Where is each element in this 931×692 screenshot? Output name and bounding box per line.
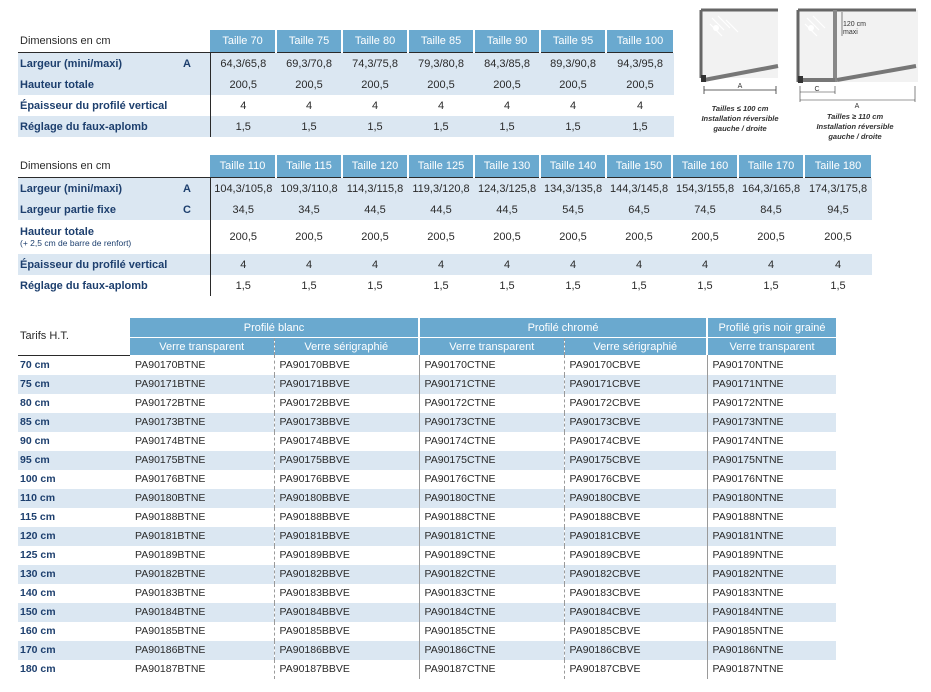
table-row bbox=[18, 489, 836, 508]
cell: 104,3/105,8 bbox=[210, 178, 276, 200]
taille-header: Taille 80 bbox=[342, 30, 408, 53]
row-code: C bbox=[183, 199, 210, 220]
table-row bbox=[18, 254, 872, 275]
taille-header: Taille 115 bbox=[276, 155, 342, 178]
product-code: PA90174BBVE bbox=[274, 432, 419, 451]
cell: 200,5 bbox=[361, 231, 389, 243]
cell: 1,5 bbox=[763, 279, 779, 292]
product-code: PA90173BTNE bbox=[130, 413, 274, 432]
cell: 124,3/125,8 bbox=[474, 178, 540, 200]
row-code: A bbox=[183, 53, 210, 75]
cell: 1,5 bbox=[276, 116, 342, 137]
cell: 4 bbox=[540, 254, 606, 275]
shower-diagram-small bbox=[698, 6, 780, 104]
table-row bbox=[18, 451, 836, 470]
row-code: A bbox=[183, 178, 210, 200]
taille-header: Taille 130 bbox=[474, 155, 540, 178]
cell: 200,5 bbox=[493, 231, 521, 243]
product-code: PA90172NTNE bbox=[712, 397, 784, 409]
table-row bbox=[18, 584, 836, 603]
row-label: Réglage du faux-aplomb bbox=[20, 279, 148, 292]
product-code: PA90174NTNE bbox=[712, 435, 784, 447]
product-code: PA90176BBVE bbox=[274, 470, 419, 489]
cell: 200,5 bbox=[691, 231, 719, 243]
table-header-label: Dimensions en cm bbox=[18, 155, 210, 178]
cell: 200,5 bbox=[559, 231, 587, 243]
cell: 1,5 bbox=[499, 279, 515, 292]
cell: 84,3/85,8 bbox=[474, 53, 540, 75]
size-label: 120 cm bbox=[18, 527, 130, 546]
diagram-caption bbox=[800, 112, 910, 142]
row-code bbox=[183, 254, 210, 275]
product-code: PA90188NTNE bbox=[712, 511, 784, 523]
product-code: PA90170CBVE bbox=[564, 355, 707, 375]
product-code: PA90184CBVE bbox=[564, 603, 707, 622]
table-row bbox=[18, 565, 836, 584]
cell: 1,5 bbox=[433, 279, 449, 292]
product-code: PA90183BBVE bbox=[274, 584, 419, 603]
product-code: PA90186BTNE bbox=[130, 641, 274, 660]
product-code: PA90187BTNE bbox=[130, 660, 274, 679]
cell: 1,5 bbox=[606, 116, 674, 137]
product-code: PA90188CTNE bbox=[419, 508, 564, 527]
product-code: PA90188CBVE bbox=[564, 508, 707, 527]
cell: 4 bbox=[474, 254, 540, 275]
product-code: PA90180BBVE bbox=[274, 489, 419, 508]
product-code: PA90172BBVE bbox=[274, 394, 419, 413]
product-code: PA90180BTNE bbox=[130, 489, 274, 508]
taille-header: Taille 75 bbox=[276, 30, 342, 53]
dim-a-label: A bbox=[854, 103, 860, 110]
table-row bbox=[18, 470, 836, 489]
taille-header: Taille 150 bbox=[606, 155, 672, 178]
table-header-label: Dimensions en cm bbox=[18, 30, 210, 53]
cell: 4 bbox=[210, 95, 276, 116]
cell: 200,5 bbox=[606, 74, 674, 95]
row-code bbox=[183, 275, 210, 296]
cell: 200,5 bbox=[342, 74, 408, 95]
taille-header: Taille 110 bbox=[210, 155, 276, 178]
product-code: PA90186BBVE bbox=[274, 641, 419, 660]
table-row bbox=[18, 641, 836, 660]
product-code: PA90189NTNE bbox=[712, 549, 784, 561]
size-label: 95 cm bbox=[18, 451, 130, 470]
taille-header: Taille 120 bbox=[342, 155, 408, 178]
size-label: 180 cm bbox=[20, 663, 56, 675]
cell: 44,5 bbox=[342, 199, 408, 220]
product-code: PA90184BBVE bbox=[274, 603, 419, 622]
taille-header: Taille 180 bbox=[804, 155, 872, 178]
cell: 64,3/65,8 bbox=[210, 53, 276, 75]
product-code: PA90181CTNE bbox=[419, 527, 564, 546]
cell: 89,3/90,8 bbox=[540, 53, 606, 75]
product-code: PA90176NTNE bbox=[712, 473, 784, 485]
row-note: (+ 2,5 cm de barre de renfort) bbox=[20, 238, 132, 248]
product-code: PA90188BBVE bbox=[274, 508, 419, 527]
cell: 1,5 bbox=[565, 279, 581, 292]
cell: 4 bbox=[342, 254, 408, 275]
product-code: PA90185NTNE bbox=[712, 625, 784, 637]
cell: 1,5 bbox=[408, 116, 474, 137]
size-label: 70 cm bbox=[20, 359, 50, 371]
product-code: PA90176CTNE bbox=[419, 470, 564, 489]
cell: 154,3/155,8 bbox=[672, 178, 738, 200]
product-code: PA90175BTNE bbox=[130, 451, 274, 470]
group-header: Profilé blanc bbox=[130, 318, 419, 338]
dim-c-label: C bbox=[814, 86, 820, 93]
table-row bbox=[18, 603, 836, 622]
product-code: PA90170BBVE bbox=[274, 355, 419, 375]
cell: 119,3/120,8 bbox=[408, 178, 474, 200]
taille-header: Taille 85 bbox=[408, 30, 474, 53]
cell: 200,5 bbox=[540, 74, 606, 95]
taille-header: Taille 100 bbox=[606, 30, 674, 53]
product-code: PA90170NTNE bbox=[712, 358, 784, 371]
table-row bbox=[18, 413, 836, 432]
cell: 1,5 bbox=[210, 116, 276, 137]
size-label: 115 cm bbox=[20, 511, 56, 523]
cell: 64,5 bbox=[606, 199, 672, 220]
row-label: Largeur (mini/maxi) bbox=[18, 178, 183, 200]
table-row bbox=[18, 74, 674, 95]
cell: 1,5 bbox=[474, 116, 540, 137]
product-code: PA90180NTNE bbox=[707, 489, 836, 508]
cell: 200,5 bbox=[276, 74, 342, 95]
shower-diagram-large bbox=[795, 6, 921, 110]
product-code: PA90172BTNE bbox=[130, 394, 274, 413]
cell: 44,5 bbox=[408, 199, 474, 220]
dim-a-label: A bbox=[737, 83, 743, 90]
taille-header: Taille 125 bbox=[408, 155, 474, 178]
cell: 200,5 bbox=[625, 231, 653, 243]
row-label: Largeur partie fixe bbox=[18, 199, 183, 220]
size-label: 80 cm bbox=[20, 397, 50, 409]
product-code: PA90171CTNE bbox=[419, 375, 564, 394]
table-row bbox=[18, 394, 836, 413]
cell: 200,5 bbox=[408, 74, 474, 95]
product-code: PA90186CBVE bbox=[564, 641, 707, 660]
sub-header: Verre transparent bbox=[130, 338, 274, 356]
product-code: PA90186NTNE bbox=[707, 641, 836, 660]
table-row bbox=[18, 622, 836, 641]
product-code: PA90183CBVE bbox=[564, 584, 707, 603]
product-code: PA90173BBVE bbox=[274, 413, 419, 432]
size-label: 140 cm bbox=[20, 587, 56, 599]
cell: 4 bbox=[738, 254, 804, 275]
size-label: 125 cm bbox=[20, 549, 56, 561]
product-code: PA90183BTNE bbox=[130, 584, 274, 603]
product-code: PA90175BBVE bbox=[274, 451, 419, 470]
cell: 1,5 bbox=[367, 279, 383, 292]
row-code bbox=[183, 95, 210, 116]
size-label: 130 cm bbox=[18, 565, 130, 584]
product-code: PA90185BBVE bbox=[274, 622, 419, 641]
product-code: PA90184BTNE bbox=[130, 603, 274, 622]
cell: 134,3/135,8 bbox=[540, 178, 606, 200]
cell: 1,5 bbox=[697, 279, 713, 292]
product-code: PA90189CBVE bbox=[564, 546, 707, 565]
caption-line: gauche / droite bbox=[713, 124, 767, 133]
table-row bbox=[18, 355, 836, 375]
taille-header: Taille 90 bbox=[474, 30, 540, 53]
table-row bbox=[18, 546, 836, 565]
cell: 34,5 bbox=[210, 199, 276, 220]
cell: 4 bbox=[569, 99, 577, 112]
product-code: PA90175CTNE bbox=[419, 451, 564, 470]
size-label: 160 cm bbox=[20, 625, 56, 637]
product-code: PA90180CTNE bbox=[419, 489, 564, 508]
cell: 4 bbox=[276, 254, 342, 275]
product-code: PA90173NTNE bbox=[707, 413, 836, 432]
row-label: Largeur (mini/maxi) bbox=[18, 53, 183, 75]
height-label: 120 cm bbox=[843, 21, 866, 28]
product-code: PA90182BBVE bbox=[274, 565, 419, 584]
row-label bbox=[18, 220, 183, 254]
cell: 4 bbox=[210, 254, 276, 275]
cell: 1,5 bbox=[631, 279, 647, 292]
table-row bbox=[18, 432, 836, 451]
cell: 144,3/145,8 bbox=[606, 178, 672, 200]
row-code bbox=[183, 74, 210, 95]
caption-line: Tailles ≥ 110 cm bbox=[826, 112, 884, 121]
caption-line: gauche / droite bbox=[828, 132, 882, 141]
product-code: PA90170CTNE bbox=[419, 355, 564, 375]
group-header: Profilé chromé bbox=[419, 318, 707, 338]
row-label: Réglage du faux-aplomb bbox=[18, 116, 183, 137]
product-code: PA90185BTNE bbox=[130, 622, 274, 641]
cell: 4 bbox=[804, 254, 872, 275]
cell: 4 bbox=[606, 254, 672, 275]
size-label: 85 cm bbox=[18, 413, 130, 432]
product-code: PA90180CBVE bbox=[564, 489, 707, 508]
product-code: PA90183NTNE bbox=[712, 587, 784, 599]
dimensions-table-large bbox=[18, 155, 873, 296]
product-code: PA90187CTNE bbox=[419, 660, 564, 679]
cell: 1,5 bbox=[342, 116, 408, 137]
taille-header: Taille 140 bbox=[540, 155, 606, 178]
sub-header: Verre transparent bbox=[419, 338, 564, 356]
row-label: Épaisseur du profilé vertical bbox=[20, 99, 168, 112]
product-code: PA90172CBVE bbox=[564, 394, 707, 413]
cell: 1,5 bbox=[540, 116, 606, 137]
product-code: PA90182CBVE bbox=[564, 565, 707, 584]
cell: 164,3/165,8 bbox=[738, 178, 804, 200]
cell: 174,3/175,8 bbox=[804, 178, 872, 200]
cell: 4 bbox=[408, 254, 474, 275]
size-label: 150 cm bbox=[18, 603, 130, 622]
product-code: PA90174BTNE bbox=[130, 432, 274, 451]
product-code: PA90182CTNE bbox=[419, 565, 564, 584]
cell: 4 bbox=[371, 99, 379, 112]
table-row bbox=[18, 275, 872, 296]
cell: 4 bbox=[305, 99, 313, 112]
product-code: PA90182NTNE bbox=[707, 565, 836, 584]
sub-header: Verre sérigraphié bbox=[564, 338, 707, 356]
taille-header: Taille 95 bbox=[540, 30, 606, 53]
cell: 1,5 bbox=[301, 279, 317, 292]
sub-header: Verre transparent bbox=[707, 338, 836, 356]
product-code: PA90173CTNE bbox=[419, 413, 564, 432]
caption-line: Installation réversible bbox=[701, 114, 779, 123]
cell: 44,5 bbox=[474, 199, 540, 220]
product-code: PA90188BTNE bbox=[130, 508, 274, 527]
product-code: PA90185CBVE bbox=[564, 622, 707, 641]
product-code: PA90184NTNE bbox=[707, 603, 836, 622]
caption-line: Tailles ≤ 100 cm bbox=[711, 104, 769, 113]
cell: 200,5 bbox=[474, 74, 540, 95]
size-label: 170 cm bbox=[18, 641, 130, 660]
cell: 200,5 bbox=[210, 220, 276, 254]
cell: 200,5 bbox=[757, 231, 785, 243]
cell: 200,5 bbox=[295, 231, 323, 243]
height-label: maxi bbox=[843, 29, 858, 36]
size-label: 75 cm bbox=[18, 375, 130, 394]
product-code: PA90173CBVE bbox=[564, 413, 707, 432]
tarifs-table bbox=[18, 318, 836, 679]
product-code: PA90171BTNE bbox=[130, 375, 274, 394]
product-code: PA90186CTNE bbox=[419, 641, 564, 660]
product-code: PA90171CBVE bbox=[564, 375, 707, 394]
table-row bbox=[18, 53, 674, 75]
row-label: Épaisseur du profilé vertical bbox=[18, 254, 183, 275]
diagram-caption bbox=[690, 104, 790, 134]
table-row bbox=[18, 508, 836, 527]
cell: 4 bbox=[503, 99, 511, 112]
cell: 34,5 bbox=[276, 199, 342, 220]
product-code: PA90171BBVE bbox=[274, 375, 419, 394]
product-code: PA90185CTNE bbox=[419, 622, 564, 641]
product-code: PA90187BBVE bbox=[274, 660, 419, 679]
row-code bbox=[183, 220, 210, 254]
product-code: PA90181CBVE bbox=[564, 527, 707, 546]
product-code: PA90176CBVE bbox=[564, 470, 707, 489]
cell: 200,5 bbox=[210, 74, 276, 95]
product-code: PA90181BBVE bbox=[274, 527, 419, 546]
taille-header: Taille 70 bbox=[210, 30, 276, 53]
cell: 84,5 bbox=[738, 199, 804, 220]
product-code: PA90184CTNE bbox=[419, 603, 564, 622]
row-label: Hauteur totale bbox=[18, 74, 183, 95]
cell: 200,5 bbox=[824, 231, 852, 243]
cell: 4 bbox=[437, 99, 445, 112]
product-code: PA90172CTNE bbox=[419, 394, 564, 413]
cell: 1,5 bbox=[210, 275, 276, 296]
taille-header: Taille 170 bbox=[738, 155, 804, 178]
cell: 74,5 bbox=[672, 199, 738, 220]
product-code: PA90181NTNE bbox=[707, 527, 836, 546]
product-code: PA90187NTNE bbox=[712, 663, 784, 675]
row-label-text: Hauteur totale bbox=[20, 226, 94, 238]
cell: 4 bbox=[672, 254, 738, 275]
table-row bbox=[18, 375, 836, 394]
table-row bbox=[18, 116, 674, 137]
taille-header: Taille 160 bbox=[672, 155, 738, 178]
cell: 54,5 bbox=[540, 199, 606, 220]
table-row bbox=[18, 199, 872, 220]
size-label: 90 cm bbox=[20, 435, 50, 447]
table-row bbox=[18, 178, 872, 200]
product-code: PA90170BTNE bbox=[130, 355, 274, 375]
product-code: PA90175NTNE bbox=[707, 451, 836, 470]
product-code: PA90174CTNE bbox=[419, 432, 564, 451]
cell: 94,3/95,8 bbox=[606, 53, 674, 75]
product-code: PA90174CBVE bbox=[564, 432, 707, 451]
product-code: PA90189CTNE bbox=[419, 546, 564, 565]
table-row bbox=[18, 527, 836, 546]
cell: 69,3/70,8 bbox=[276, 53, 342, 75]
cell: 94,5 bbox=[804, 199, 872, 220]
product-code: PA90182BTNE bbox=[130, 565, 274, 584]
caption-line: Installation réversible bbox=[816, 122, 894, 131]
tarifs-label: Tarifs H.T. bbox=[18, 318, 130, 355]
cell: 114,3/115,8 bbox=[342, 178, 408, 200]
product-code: PA90175CBVE bbox=[564, 451, 707, 470]
dimensions-table-small bbox=[18, 30, 675, 137]
product-code: PA90171NTNE bbox=[707, 375, 836, 394]
sub-header: Verre sérigraphié bbox=[274, 338, 419, 356]
group-header: Profilé gris noir grainé bbox=[707, 318, 836, 338]
cell: 1,5 bbox=[830, 279, 846, 292]
product-code: PA90189BTNE bbox=[130, 546, 274, 565]
product-code: PA90183CTNE bbox=[419, 584, 564, 603]
table-row bbox=[18, 660, 836, 679]
product-code: PA90187CBVE bbox=[564, 660, 707, 679]
table-row bbox=[18, 220, 872, 254]
cell: 4 bbox=[636, 99, 644, 112]
cell: 74,3/75,8 bbox=[342, 53, 408, 75]
cell: 109,3/110,8 bbox=[276, 178, 342, 200]
table-row bbox=[18, 95, 674, 116]
product-code: PA90176BTNE bbox=[130, 470, 274, 489]
size-label: 110 cm bbox=[18, 489, 130, 508]
product-code: PA90189BBVE bbox=[274, 546, 419, 565]
cell: 79,3/80,8 bbox=[408, 53, 474, 75]
cell: 200,5 bbox=[427, 231, 455, 243]
size-label: 100 cm bbox=[20, 473, 56, 485]
product-code: PA90181BTNE bbox=[130, 527, 274, 546]
row-code bbox=[183, 116, 210, 137]
